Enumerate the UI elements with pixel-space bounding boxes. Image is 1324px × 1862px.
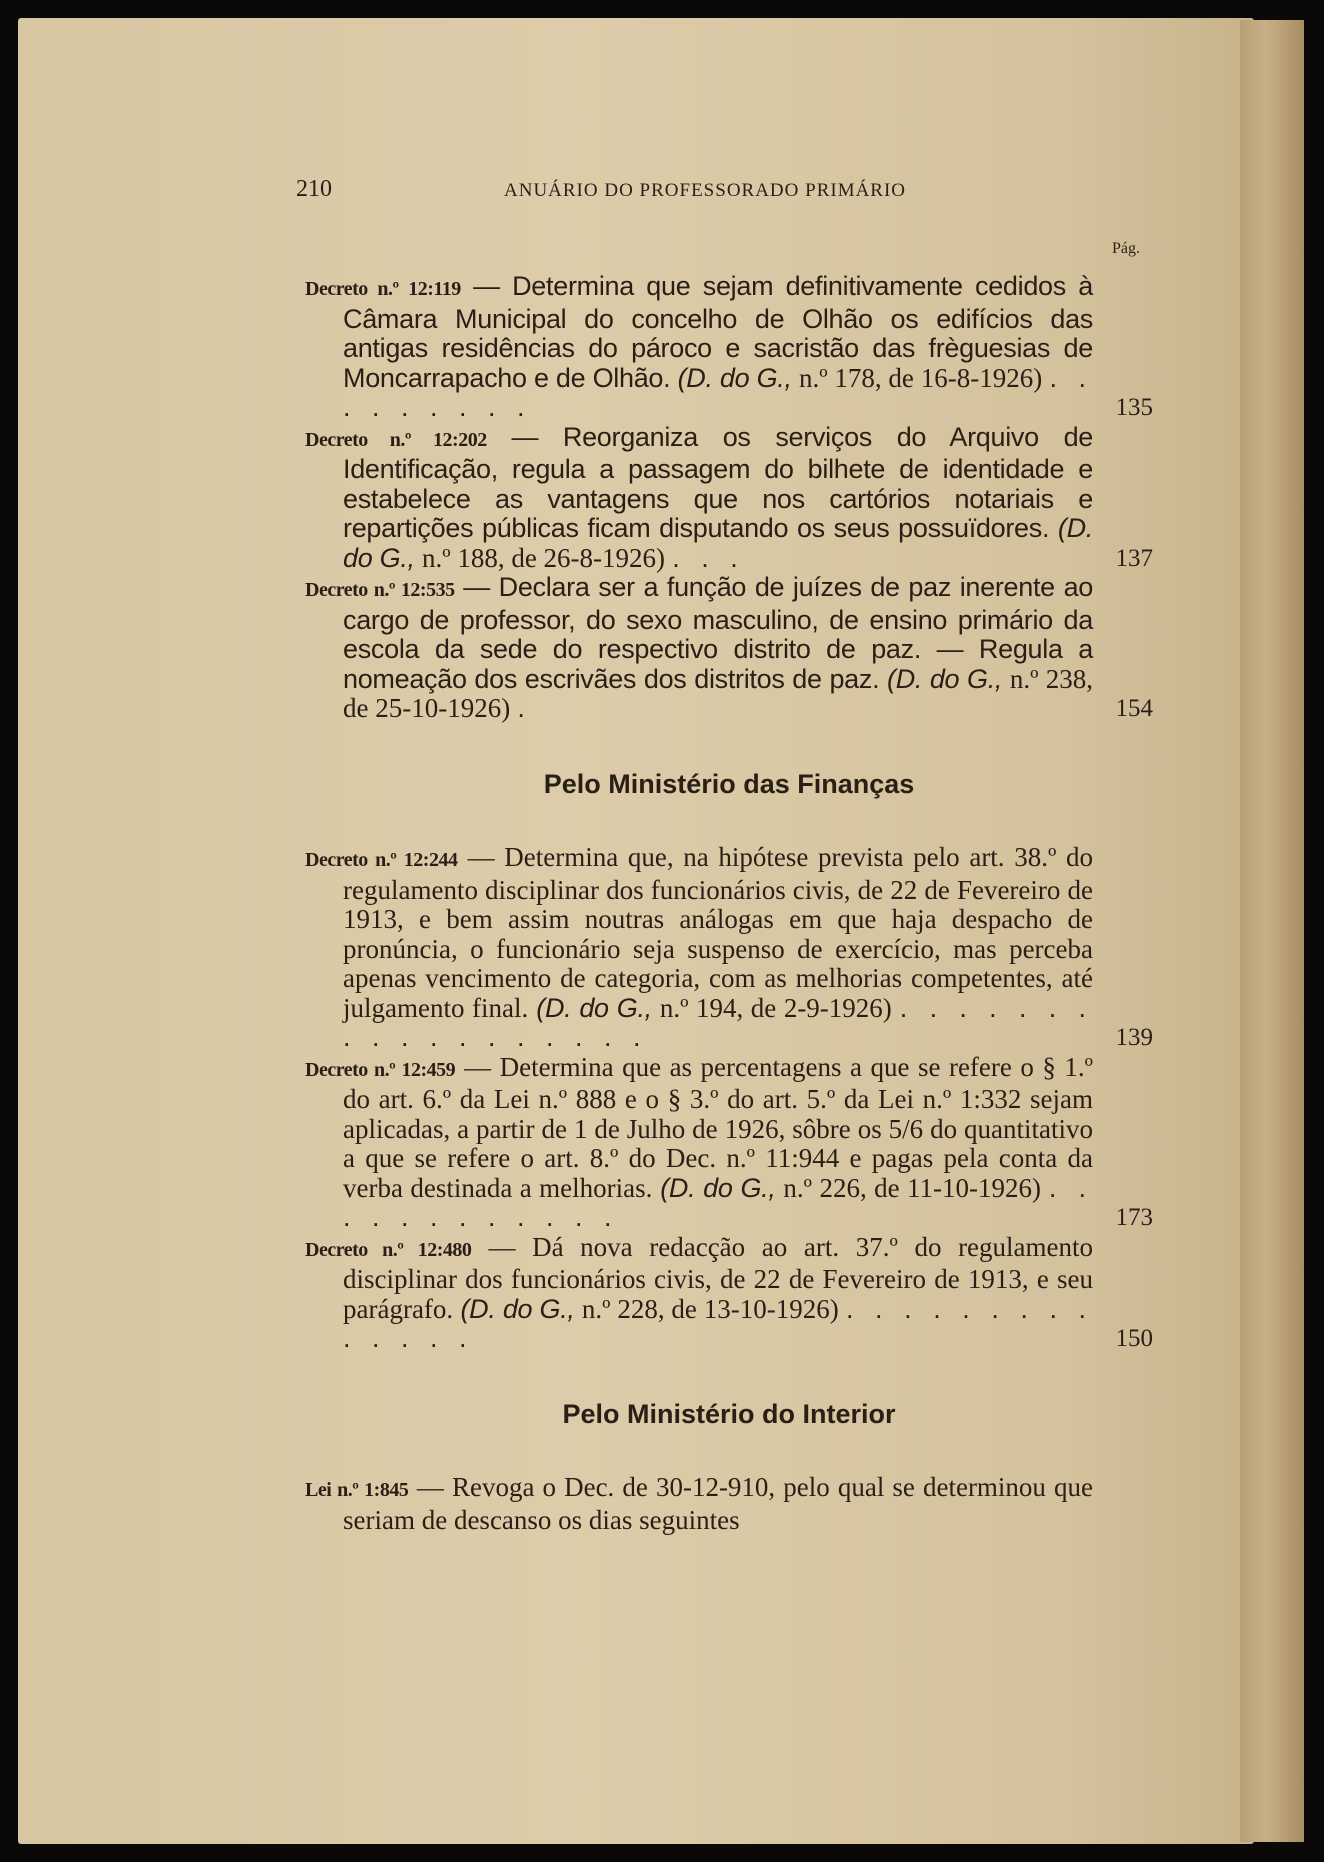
entry-citation: (D. do G.,: [536, 992, 652, 1023]
entry-citation: (D. do G.,: [677, 362, 792, 393]
leader-dots: . . .: [672, 542, 745, 573]
entry-citation-tail: n.º 178, de 16-8-1926): [798, 362, 1043, 393]
entry-citation-tail: n.º 188, de 26-8-1926): [421, 542, 666, 573]
entry-page-ref: 150: [1115, 1325, 1153, 1352]
entry-type: Decreto n.º 12:202: [305, 428, 487, 451]
entry-decreto-12202: [305, 423, 1153, 574]
running-title: ANUÁRIO DO PROFESSORADO PRIMÁRIO: [504, 180, 907, 201]
entry-citation-tail: n.º 194, de 2-9-1926): [659, 992, 892, 1023]
entry-decreto-12459: [305, 1053, 1153, 1233]
entry-type: Decreto n.º 12:459: [305, 1058, 456, 1081]
entry-citation-tail: n.º 238, de 25-10-1926): [343, 663, 1093, 723]
entry-citation: (D. do G.,: [343, 513, 1093, 573]
entry-page-ref: 135: [1115, 394, 1153, 421]
entry-decreto-12480: [305, 1233, 1153, 1354]
section-heading-financas: Pelo Ministério das Finanças: [543, 768, 915, 799]
entry-page-ref: 154: [1115, 695, 1153, 722]
entry-description: — Determina que sejam definitivamente cedidos à Câmara Municipal do concelho de Olhão os edifícios das antigas residências do pároco e sacristão das frèguesias de Moncarrapacho e de Olhão.: [343, 271, 1093, 393]
entries-list: [305, 272, 1153, 1535]
leader-dots: . . . . . . . . . . . . . . . . . .: [343, 992, 1094, 1052]
entry-description: — Determina que, na hipótese prevista pelo art. 38.º do regulamento disciplinar dos funcionários civis, de 22 de Fevereiro de 1913, e bem assim noutras análogas em que haja despacho de pronúncia, o funcionário seja suspenso de exercício, mas perceba apenas vencimento de categoria, com as melhorias competentes, até julgamento final.: [343, 842, 1094, 1023]
entry-page-ref: 139: [1115, 1024, 1153, 1051]
pag-column-label: Pág.: [1112, 240, 1140, 257]
entry-citation: (D. do G.,: [460, 1293, 575, 1324]
entry-description: — Dá nova redacção ao art. 37.º do regulamento disciplinar dos funcionários civis, de 22 de Fevereiro de 1913, e seu parágrafo.: [343, 1231, 1094, 1324]
entry-type: Lei n.º 1:845: [305, 1479, 409, 1501]
entry-citation-tail: n.º 228, de 13-10-1926): [581, 1293, 839, 1324]
leader-dots: .: [517, 693, 532, 723]
leader-dots: . . . . . . . . .: [343, 362, 1093, 422]
entry-type: Decreto n.º 12:480: [305, 1238, 472, 1261]
entry-description: — Determina que as percentagens a que se refere o § 1.º do art. 6.º da Lei n.º 888 e o § 3.º do art. 5.º da Lei n.º 1:332 sejam aplicadas, a partir de 1 de Julho de 1926, sôbre os 5/6 do quantitativo a que se refere o art. 8.º do Dec. n.º 11:944 e pagas pela conta da verba destinada a melhorias.: [343, 1051, 1094, 1203]
entry-description: — Reorganiza os serviços do Arquivo de Identificação, regula a passagem do bilhete de identidade e estabelece as vantagens que nos cartórios notariais e repartições públicas ficam disputando os seus possuïdores.: [343, 421, 1094, 543]
entry-decreto-12535: [305, 573, 1153, 724]
entry-decreto-12244: [305, 843, 1153, 1053]
entry-citation-tail: n.º 226, de 11-10-1926): [783, 1172, 1041, 1203]
entry-description: — Revoga o Dec. de 30-12-910, pelo qual se determinou que seriam de descanso os dias seguintes: [343, 1472, 1093, 1535]
entry-description: — Declara ser a função de juízes de paz inerente ao cargo de professor, do sexo masculino, de ensino primário da escola da sede do respectivo distrito de paz. — Regula a nomeação dos escrivães dos distritos de paz.: [343, 572, 1093, 694]
page-number: 210: [296, 176, 332, 202]
book-spine: [1240, 20, 1304, 1842]
leader-dots: . . . . . . . . . . . . . .: [343, 1293, 1094, 1353]
section-heading-interior: Pelo Ministério do Interior: [562, 1398, 896, 1429]
entry-page-ref: 137: [1115, 544, 1153, 572]
entry-type: Decreto n.º 12:119: [305, 278, 461, 300]
page-header: [296, 176, 1024, 203]
entry-lei-1845: [305, 1473, 1153, 1535]
entry-citation: (D. do G.,: [887, 663, 1003, 694]
entry-decreto-12119: [305, 272, 1153, 423]
entry-type: Decreto n.º 12:244: [305, 849, 458, 871]
leader-dots: . . . . . . . . . . . .: [343, 1172, 1093, 1232]
entry-citation: (D. do G.,: [660, 1172, 776, 1203]
entry-page-ref: 173: [1115, 1204, 1153, 1231]
entry-type: Decreto n.º 12:535: [305, 579, 455, 601]
